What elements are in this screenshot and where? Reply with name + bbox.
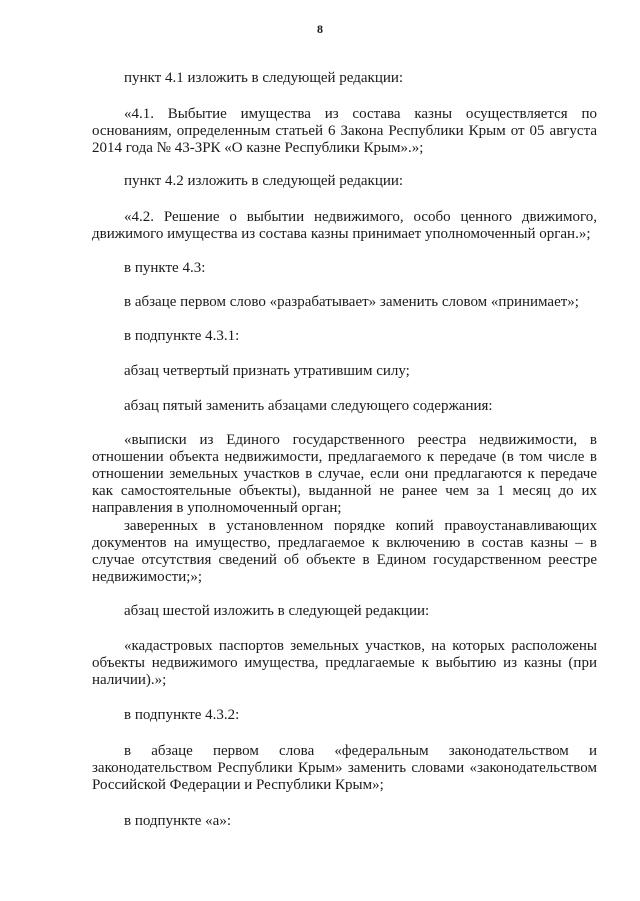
paragraph-13: «кадастровых паспортов земельных участков, на которых расположены объекты недвижимого имущества, предлагаемые к выбытию из казны (при наличии).»; xyxy=(92,638,597,688)
paragraph-11: заверенных в установленном порядке копий правоустанавливающих документов на имущество, предлагаемое к включению в состав казны – в случае отсутствия сведений об объекте в Едином государственном реестре недвижимости;»; xyxy=(92,518,597,585)
page-number: 8 xyxy=(317,22,323,36)
paragraph-6: в абзаце первом слово «разрабатывает» заменить словом «принимает»; xyxy=(124,294,579,310)
paragraph-12: абзац шестой изложить в следующей редакции: xyxy=(124,603,430,619)
paragraph-9: абзац пятый заменить абзацами следующего содержания: xyxy=(124,398,493,414)
paragraph-8: абзац четвертый признать утратившим силу; xyxy=(124,363,410,379)
paragraph-1: пункт 4.1 изложить в следующей редакции: xyxy=(124,70,404,86)
paragraph-2: «4.1. Выбытие имущества из состава казны осуществляется по основаниям, определенным статьей 6 Закона Республики Крым от 05 августа 2014 года № 43-ЗРК «О казне Республики Крым».»; xyxy=(92,106,597,156)
paragraph-16: в подпункте «а»: xyxy=(124,813,231,829)
paragraph-10: «выписки из Единого государственного реестра недвижимости, в отношении объекта недвижимости, предлагаемого к передаче (в том числе в отношении земельных участков в случае, если они предлагаются к передаче как самостоятельные объекты), выданной не ранее чем за 1 месяц до их направления в уполномоченный орган; xyxy=(92,432,597,516)
paragraph-5: в пункте 4.3: xyxy=(124,260,206,276)
paragraph-4: «4.2. Решение о выбытии недвижимого, особо ценного движимого, движимого имущества из состава казны принимает уполномоченный орган.»; xyxy=(92,209,597,242)
paragraph-3: пункт 4.2 изложить в следующей редакции: xyxy=(124,173,404,189)
paragraph-14: в подпункте 4.3.2: xyxy=(124,707,240,723)
paragraph-15: в абзаце первом слова «федеральным законодательством и законодательством Республики Крым» заменить словами «законодательством Российской Федерации и Республики Крым»; xyxy=(92,743,597,793)
paragraph-7: в подпункте 4.3.1: xyxy=(124,328,240,344)
